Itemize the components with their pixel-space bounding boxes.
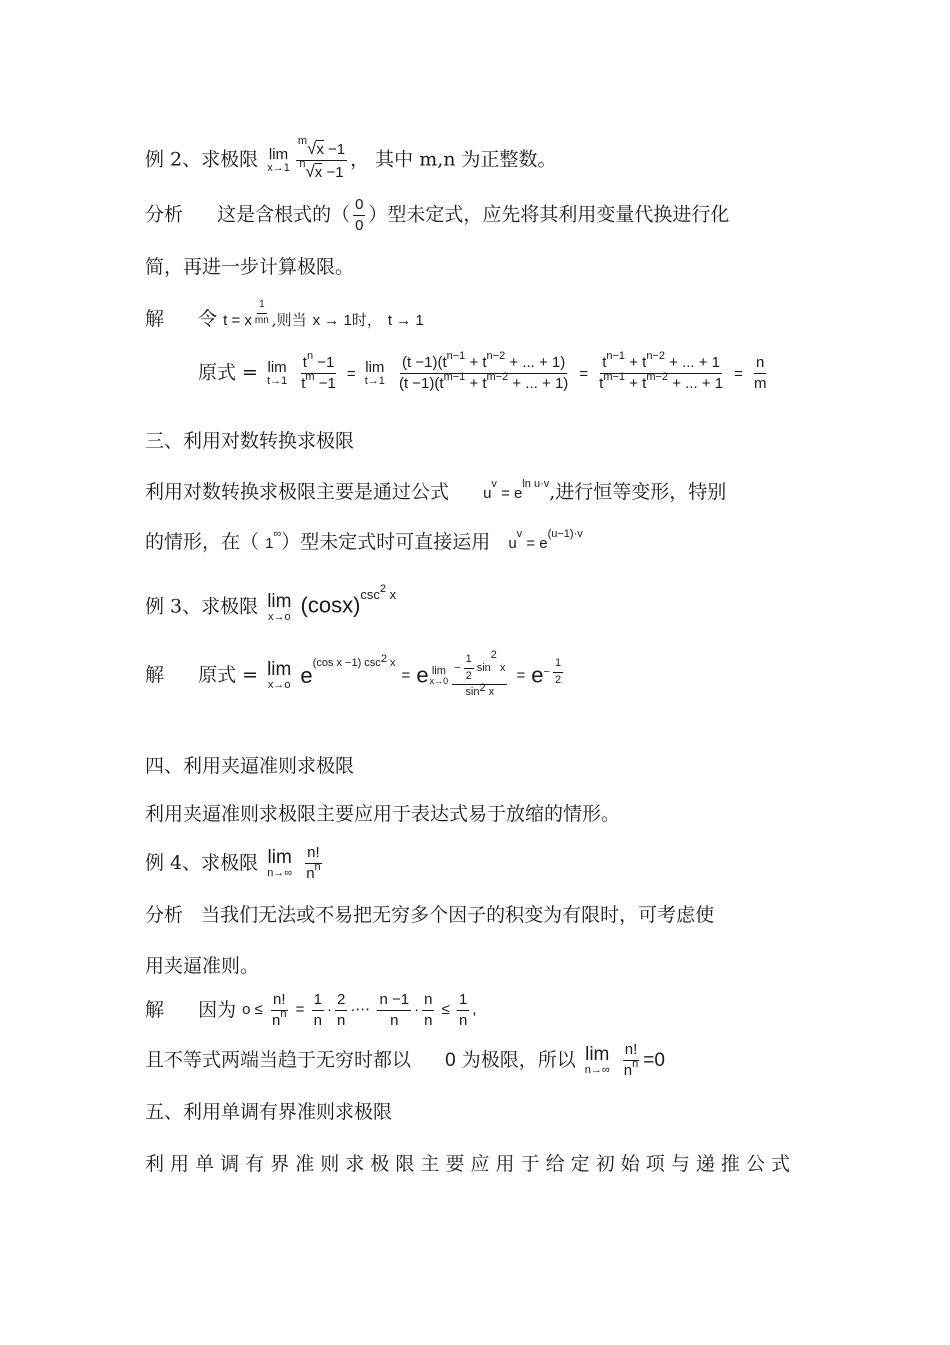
example-2-tail: 其中 m,n 为正整数。: [375, 148, 557, 171]
example-3-line: 例 3、求极限 lim x→o $(\cos x)^{csc^2 x}$: [145, 583, 397, 623]
section-4-heading: 四、利用夹逼准则求极限: [145, 755, 355, 777]
solution-2-line: 解 令 t = x $\frac{1}{mn}$ ,则当 x → 1时， t → 1: [145, 299, 424, 330]
section-5-para: 利 用 单 调 有 界 准 则 求 极 限 主 要 应 用 于 给 定 初 始 项 与 递 推 公 式: [145, 1153, 790, 1175]
section-3-heading: 三、利用对数转换求极限: [145, 430, 355, 452]
analysis-2-line: 分析 这是含根式的（ $\frac{0}{0}$ ）型未定式，应先将其利用变量代换进行化: [145, 196, 730, 234]
inner-exponent: lim x→0 − $\frac{1}{2}$ $\sin^2 x$ $\sin^2 x$: [429, 649, 506, 699]
fraction-4: $\frac{n}{m}$: [753, 354, 767, 392]
solution-4-line: 解 因为 o ≤ $\frac{n!}{n^n}$ = $\frac{1}{n}$ · $\frac{2}{n}$ ·⋯ $\frac{n -1}{n}$ · $\frac{n}{n}$ ≤ $\frac{1}{n}$ ,: [145, 991, 477, 1029]
analysis-label: 分析: [145, 203, 184, 226]
zero-over-zero: $\frac{0}{0}$: [355, 196, 364, 234]
analysis-2-line2: 简，再进一步计算极限。: [145, 256, 355, 278]
root-fraction: $\frac{^m√x -1}{^n√x -1}$: [297, 135, 346, 181]
section-4-para: 利用夹逼准则求极限主要应用于表达式易于放缩的情形。: [145, 803, 621, 825]
example-4-line: 例 4、求极限 lim n→∞ $\frac{n!}{n^n}$: [145, 844, 321, 882]
solution-label: 解: [145, 308, 165, 330]
section-5-heading: 五、利用单调有界准则求极限: [145, 1101, 393, 1123]
solution-3-line: 解 原式 = lim x→o $e^{(cos x -1) csc^2 x} = e$ lim x→0 − $\frac{1}{2}$ $\sin^2 x$ $\sin^2 x$ = e− $\frac{1}{2}$: [145, 649, 562, 699]
fraction-1: $\frac{t^n -1}{t^m -1}$: [301, 350, 336, 392]
fraction-2: $\frac{(t -1)(t^{n-1} + t^{n-2} + ... + 1)}{(t -1)(t^{m-1} + t^{m-2} + ... + 1)}$: [398, 350, 569, 392]
limit-operator: lim x→1: [267, 145, 290, 174]
example-2-line: 例 2、求极限 lim x→1 $\frac{^m√x -1}{^n√x -1}$ ， 其中 m,n 为正整数。: [145, 135, 557, 181]
example-3-label: 例 3、求极限: [145, 595, 259, 618]
analysis-4-line2: 用夹逼准则。: [145, 955, 260, 977]
formula-2-line: 原式 = lim t→1 $\frac{t^n -1}{t^m -1}$ = lim t→1 $\frac{(t -1)(t^{n-1} + t^{n-2} + ... + 1)}{(t -1)(t^{m-1} + t^{m-2} + ... + 1)}$ = $\frac{t^{n-1} + t^{n-2} + ... + 1}{t^{m-1} + t^{m-2} + ... + 1}$ = $\frac{n}{m}$: [198, 350, 767, 392]
solution-4-line2: 且不等式两端当趋于无穷时都以 0 为极限，所以 lim n→∞ $\frac{n!}{n^n}$ =0: [145, 1041, 665, 1079]
fraction-3: $\frac{t^{n-1} + t^{n-2} + ... + 1}{t^{m-1} + t^{m-2} + ... + 1}$: [599, 350, 724, 392]
section-3-para-1: 利用对数转换求极限主要是通过公式 $u^v = e^{ln u\cdot v}$,进行恒等变形，特别: [145, 478, 727, 503]
section-3-para-2: 的情形，在（ 1∞）型未定式时可直接运用 $u^v = e^{(u-1)\cdot v}$: [145, 528, 583, 553]
analysis-4-line: 分析 当我们无法或不易把无穷多个因子的积变为有限时，可考虑使: [145, 904, 715, 926]
example-2-label: 例 2、求极限: [145, 148, 259, 171]
